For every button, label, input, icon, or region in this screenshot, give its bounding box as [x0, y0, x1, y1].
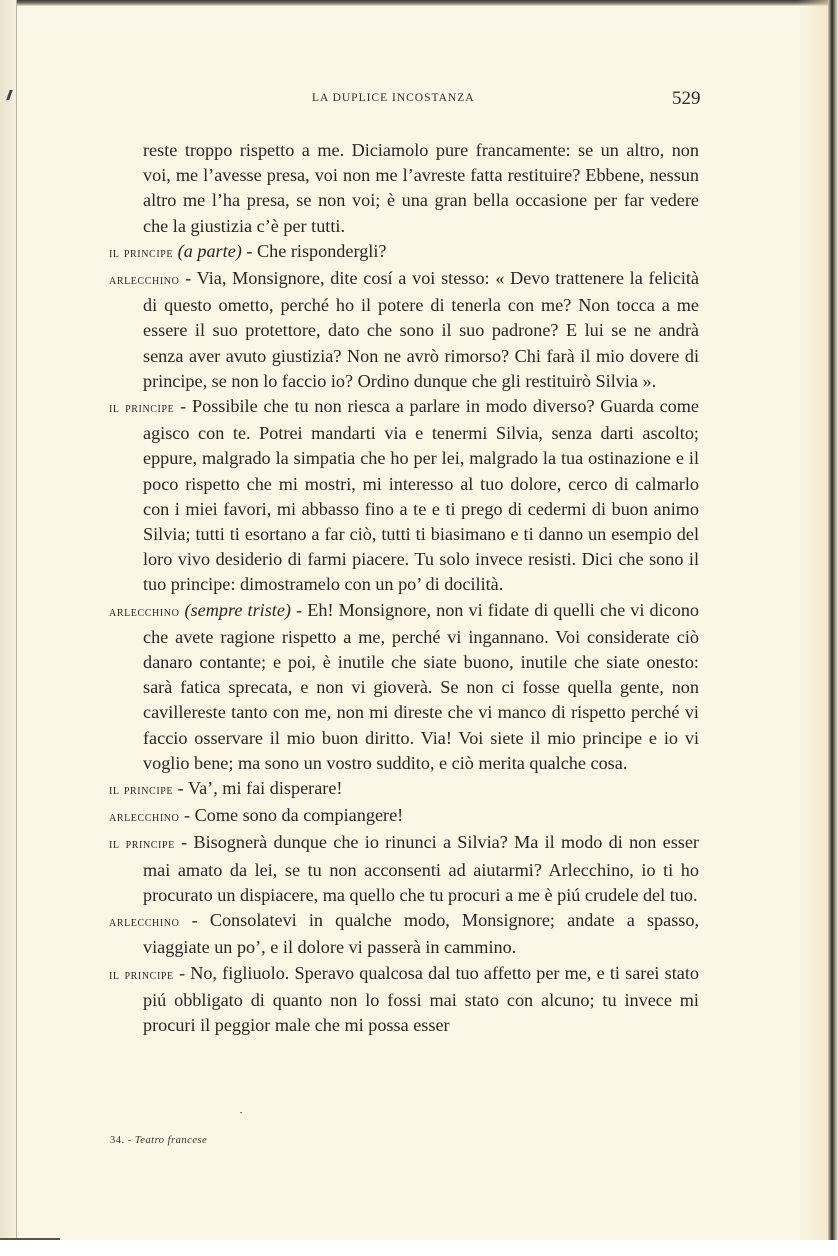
speech-separator: - [174, 832, 194, 853]
speech-text: Eh! Monsignore, non vi fidate di quelli che vi dicono che avete ragione rispetto a me, perché vi ingannano. Voi considerate ciò danaro contante; e poi, è inutile che siate buono, inutile che siate onesto: sarà fatica sprecata, e non vi gioverà. Se non ci fosse quella gente, non cavillereste tanto con me, non mi direste che vi manco di rispetto perché vi faccio osservare il mio buon diritto. Via! Voi siete il mio principe e io vi voglio bene; ma sono un vostro suddito, e ciò merita qualche cosa. [143, 599, 700, 773]
footer-signature [110, 1135, 207, 1146]
running-title: LA DUPLICE INCOSTANZA [312, 92, 475, 104]
speaker-name: il principe [109, 400, 175, 417]
speech [109, 803, 699, 830]
speech-text: Va’, mi fai disperare! [187, 778, 343, 799]
signature-number: 34. - [110, 1135, 135, 1146]
page-number: 529 [672, 88, 701, 109]
speech [109, 908, 699, 960]
dialogue-text [109, 138, 699, 1038]
speech-text: No, figliuolo. Speravo qualcosa dal tuo affetto per me, e ti sarei stato piú obbligato di quanto non lo fossi mai stato con alcuno; tu invece mi procuri il peggior male che mi possa esser [143, 962, 699, 1035]
speech-separator: - [291, 599, 308, 620]
speaker-name: arlecchino [109, 603, 180, 620]
speeches-list [109, 239, 699, 1038]
scan-background [0, 1240, 838, 1256]
stage-direction: (a parte) [177, 240, 242, 261]
speech [109, 239, 699, 266]
speech-separator: - [179, 268, 197, 289]
speech [109, 266, 699, 394]
speech-text: Consolatevi in qualche modo, Monsignore; andate a spasso, viaggiate un po’, e il dolore vi passerà in cammino. [143, 910, 699, 958]
speech-separator: - [173, 778, 188, 799]
speaker-name: il principe [109, 966, 174, 983]
speech-text: Bisognerà dunque che io rinunci a Silvia? Ma il modo di non esser mai amato da lei, se tu non acconsenti ad aiutarmi? Arlecchino, io ti ho procurato un dispiacere, ma quello che tu procuri a me è piú crudele del tuo. [143, 832, 699, 905]
speech-separator: - [241, 240, 257, 261]
speaker-name: arlecchino [109, 914, 180, 931]
speaker-name: il principe [109, 244, 174, 261]
speech-text: Che rispondergli? [256, 240, 387, 261]
speech-text: Come sono da compiangere! [194, 805, 404, 826]
speech-separator: - [179, 910, 210, 931]
speech-separator: - [179, 805, 195, 826]
print-speck [240, 1112, 242, 1113]
stage-direction: (sempre triste) [184, 599, 291, 620]
speech [109, 830, 699, 908]
binding-edge [0, 0, 17, 1256]
speech [109, 961, 699, 1039]
page-right-edge [828, 0, 838, 1240]
speech-text: Possibile che tu non riesca a parlare in modo diverso? Guarda come agisco con te. Potrei mandarti via e tenermi Silvia, senza darti ascolto; eppure, malgrado la simpatia che ho per lei, malgrado la tua ostinazione e il poco rispetto che mi mostri, mi interesso al tuo dolore, cerco di calmarlo con i miei favori, mi abbasso fino a te e ti prego di cedermi di buon animo Silvia; tutti ti esortano a far ciò, tutti ti biasimano e ti danno un esempio del loro vivo desiderio di farmi piacere. Tu solo invece resisti. Dici che sono il tuo principe: dimostramelo con un po’ di docilità. [143, 396, 699, 595]
page-top-shadow [0, 0, 838, 6]
speaker-name: arlecchino [109, 809, 180, 826]
speech [109, 776, 699, 803]
volume-title: Teatro francese [134, 1135, 208, 1146]
speech [109, 394, 699, 598]
speaker-name: arlecchino [109, 272, 180, 289]
speech [109, 598, 699, 776]
speaker-name: il principe [109, 782, 174, 799]
continued-paragraph: reste troppo rispetto a me. Diciamolo pure francamente: se un altro, non voi, me l’avesse presa, voi non me l’avreste fatta restituire? Ebbene, nessun altro me l’ha presa, se non voi; è una gran bella occasione per far vedere che la giustizia c’è per tutti. [143, 140, 699, 236]
speech-separator: - [173, 962, 191, 983]
speaker-name: il principe [109, 836, 175, 853]
speech-text: Via, Monsignore, dite cosí a voi stesso: « Devo trattenere la felicità di questo ometto, perché ho il potere di tenerla con me? Non tocca a me essere il suo protettore, dato che sono il suo padrone? E lui se ne andrà senza aver avuto giustizia? Non ne avrò rimorso? Chi farà il mio dovere di principe, se non lo faccio io? Ordino dunque che gli restituirò Silvia ». [143, 268, 700, 391]
page-curl-shade [798, 0, 828, 1240]
speech-separator: - [174, 396, 192, 417]
